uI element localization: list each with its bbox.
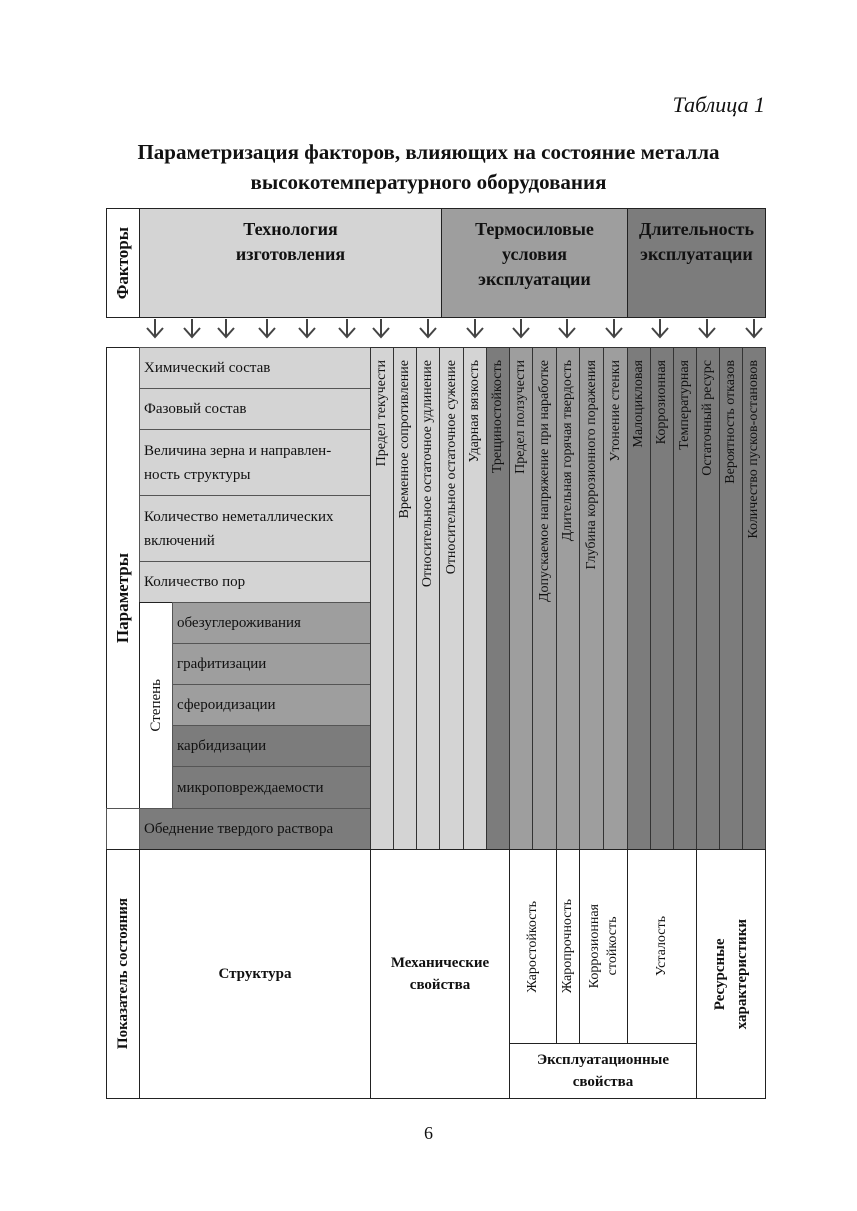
arrow-down-icon	[465, 318, 485, 340]
property-label: Утонение стенки	[607, 360, 623, 462]
property-column	[556, 347, 580, 850]
property-column	[696, 347, 720, 850]
arrow-down-icon	[557, 318, 577, 340]
arrow-down-icon	[337, 318, 357, 340]
indicator-heat-resistance-text: Жаростойкость	[525, 900, 540, 993]
empty-cell	[106, 808, 140, 850]
degree-row-text: микроповреждаемости	[177, 779, 324, 796]
property-label: Ударная вязкость	[467, 360, 482, 463]
property-column	[673, 347, 697, 850]
arrow-down-icon	[257, 318, 277, 340]
property-column	[650, 347, 674, 850]
property-label: Длительная горячая твердость	[560, 360, 575, 542]
indicator-operational-line1: Эксплуатационные	[536, 1052, 670, 1068]
degree-row-text: сфероидизации	[177, 697, 276, 713]
property-column	[463, 347, 487, 850]
indicators-label: Показатель состояния	[114, 898, 131, 1050]
indicator-corrosion	[579, 849, 628, 1044]
param-row	[139, 495, 371, 562]
arrow-down-icon	[511, 318, 531, 340]
indicator-corrosion-line1: Коррозионная	[586, 904, 602, 989]
property-label: Коррозионная	[654, 360, 669, 445]
factor-duration-line1: Длительность	[638, 219, 755, 239]
factors-label-cell	[106, 208, 140, 318]
factor-thermo-line3: эксплуатации	[478, 269, 591, 289]
arrow-down-icon	[604, 318, 624, 340]
degree-label: Степень	[147, 679, 164, 732]
title-line-2: высокотемпературного оборудования	[250, 170, 607, 194]
param-row-text: Фазовый состав	[144, 401, 247, 417]
factor-duration	[627, 208, 766, 318]
indicator-fatigue-text: Усталость	[654, 916, 669, 977]
property-label: Глубина коррозионного поражения	[583, 360, 599, 570]
property-column	[486, 347, 510, 850]
property-label: Трещиностойкость	[490, 360, 505, 474]
factor-technology	[139, 208, 442, 318]
param-row-text: ность структуры	[144, 466, 251, 483]
indicator-fatigue	[627, 849, 697, 1044]
degree-label-cell	[139, 602, 173, 809]
params-label: Параметры	[113, 553, 132, 644]
property-label: Вероятность отказов	[723, 360, 738, 484]
indicator-operational-line2: свойства	[572, 1074, 634, 1090]
param-row-text: включений	[144, 532, 215, 549]
degree-row	[172, 643, 371, 685]
property-column	[579, 347, 604, 850]
property-column	[719, 347, 743, 850]
param-row	[139, 347, 371, 389]
page-number: 6	[424, 1123, 433, 1143]
property-label: Количество пусков-остановов	[746, 360, 761, 539]
property-label: Малоцикловая	[631, 360, 646, 448]
indicator-creep-strength-text: Жаропрочность	[560, 899, 575, 994]
param-row	[139, 388, 371, 430]
indicator-mechanical-line1: Механические	[390, 955, 490, 971]
degree-row	[172, 684, 371, 726]
params-label-cell	[106, 347, 140, 850]
param-row	[139, 429, 371, 496]
degree-row-text: карбидизации	[177, 738, 267, 754]
param-row-last	[139, 808, 371, 850]
factor-technology-line2: изготовления	[235, 244, 346, 264]
property-column	[393, 347, 417, 850]
property-label: Временное сопротивление	[397, 360, 412, 519]
factor-duration-line2: эксплуатации	[640, 244, 753, 264]
property-column	[532, 347, 557, 850]
property-label: Предел ползучести	[513, 360, 528, 474]
arrow-down-icon	[216, 318, 236, 340]
arrow-down-icon	[371, 318, 391, 340]
property-column	[416, 347, 440, 850]
indicator-creep-strength	[556, 849, 580, 1044]
property-label: Температурная	[677, 360, 692, 450]
arrow-down-icon	[297, 318, 317, 340]
table-title	[0, 137, 857, 197]
factor-thermo	[441, 208, 628, 318]
table-number: Таблица 1	[672, 92, 765, 117]
property-label: Предел текучести	[374, 360, 389, 467]
factor-thermo-line2: условия	[502, 244, 567, 264]
arrow-down-icon	[650, 318, 670, 340]
property-label: Остаточный ресурс	[700, 360, 715, 476]
arrow-down-icon	[697, 318, 717, 340]
arrow-down-icon	[145, 318, 165, 340]
indicator-resource-line2: характеристики	[734, 918, 750, 1030]
arrow-down-icon	[418, 318, 438, 340]
degree-row-text: графитизации	[177, 656, 267, 672]
title-line-1: Параметризация факторов, влияющих на состояние металла	[137, 140, 720, 164]
indicator-mechanical	[370, 849, 510, 1099]
indicator-heat-resistance	[509, 849, 557, 1044]
indicator-resource-line1: Ресурсные	[712, 938, 728, 1010]
param-row-text: Количество неметаллических	[144, 508, 334, 525]
indicator-structure-text: Структура	[218, 966, 292, 982]
param-row-text: Обеднение твердого раствора	[144, 821, 334, 837]
property-label: Относительное остаточное удлинение	[420, 360, 435, 588]
param-row	[139, 561, 371, 603]
degree-row	[172, 766, 371, 809]
indicator-operational	[509, 1043, 697, 1099]
degree-row-text: обезуглероживания	[177, 615, 301, 631]
property-column	[603, 347, 628, 850]
property-column	[439, 347, 464, 850]
property-label: Относительное остаточное сужение	[443, 360, 459, 575]
factor-thermo-line1: Термосиловые	[475, 219, 594, 239]
indicator-mechanical-line2: свойства	[409, 977, 471, 993]
indicator-corrosion-line2: стойкость	[604, 917, 620, 976]
indicators-label-cell	[106, 849, 140, 1099]
degree-row	[172, 725, 371, 767]
arrow-down-icon	[744, 318, 764, 340]
param-row-text: Величина зерна и направлен-	[144, 442, 332, 459]
param-row-text: Химический состав	[144, 360, 271, 376]
factor-technology-line1: Технология	[243, 219, 338, 239]
indicator-resource	[696, 849, 766, 1099]
property-column	[627, 347, 651, 850]
arrow-down-icon	[182, 318, 202, 340]
property-column	[509, 347, 533, 850]
param-row-text: Количество пор	[144, 574, 246, 590]
property-label: Допускаемое напряжение при наработке	[536, 360, 552, 602]
property-column	[370, 347, 394, 850]
degree-row	[172, 602, 371, 644]
property-column	[742, 347, 766, 850]
factors-label: Факторы	[113, 226, 132, 300]
indicator-structure	[139, 849, 371, 1099]
